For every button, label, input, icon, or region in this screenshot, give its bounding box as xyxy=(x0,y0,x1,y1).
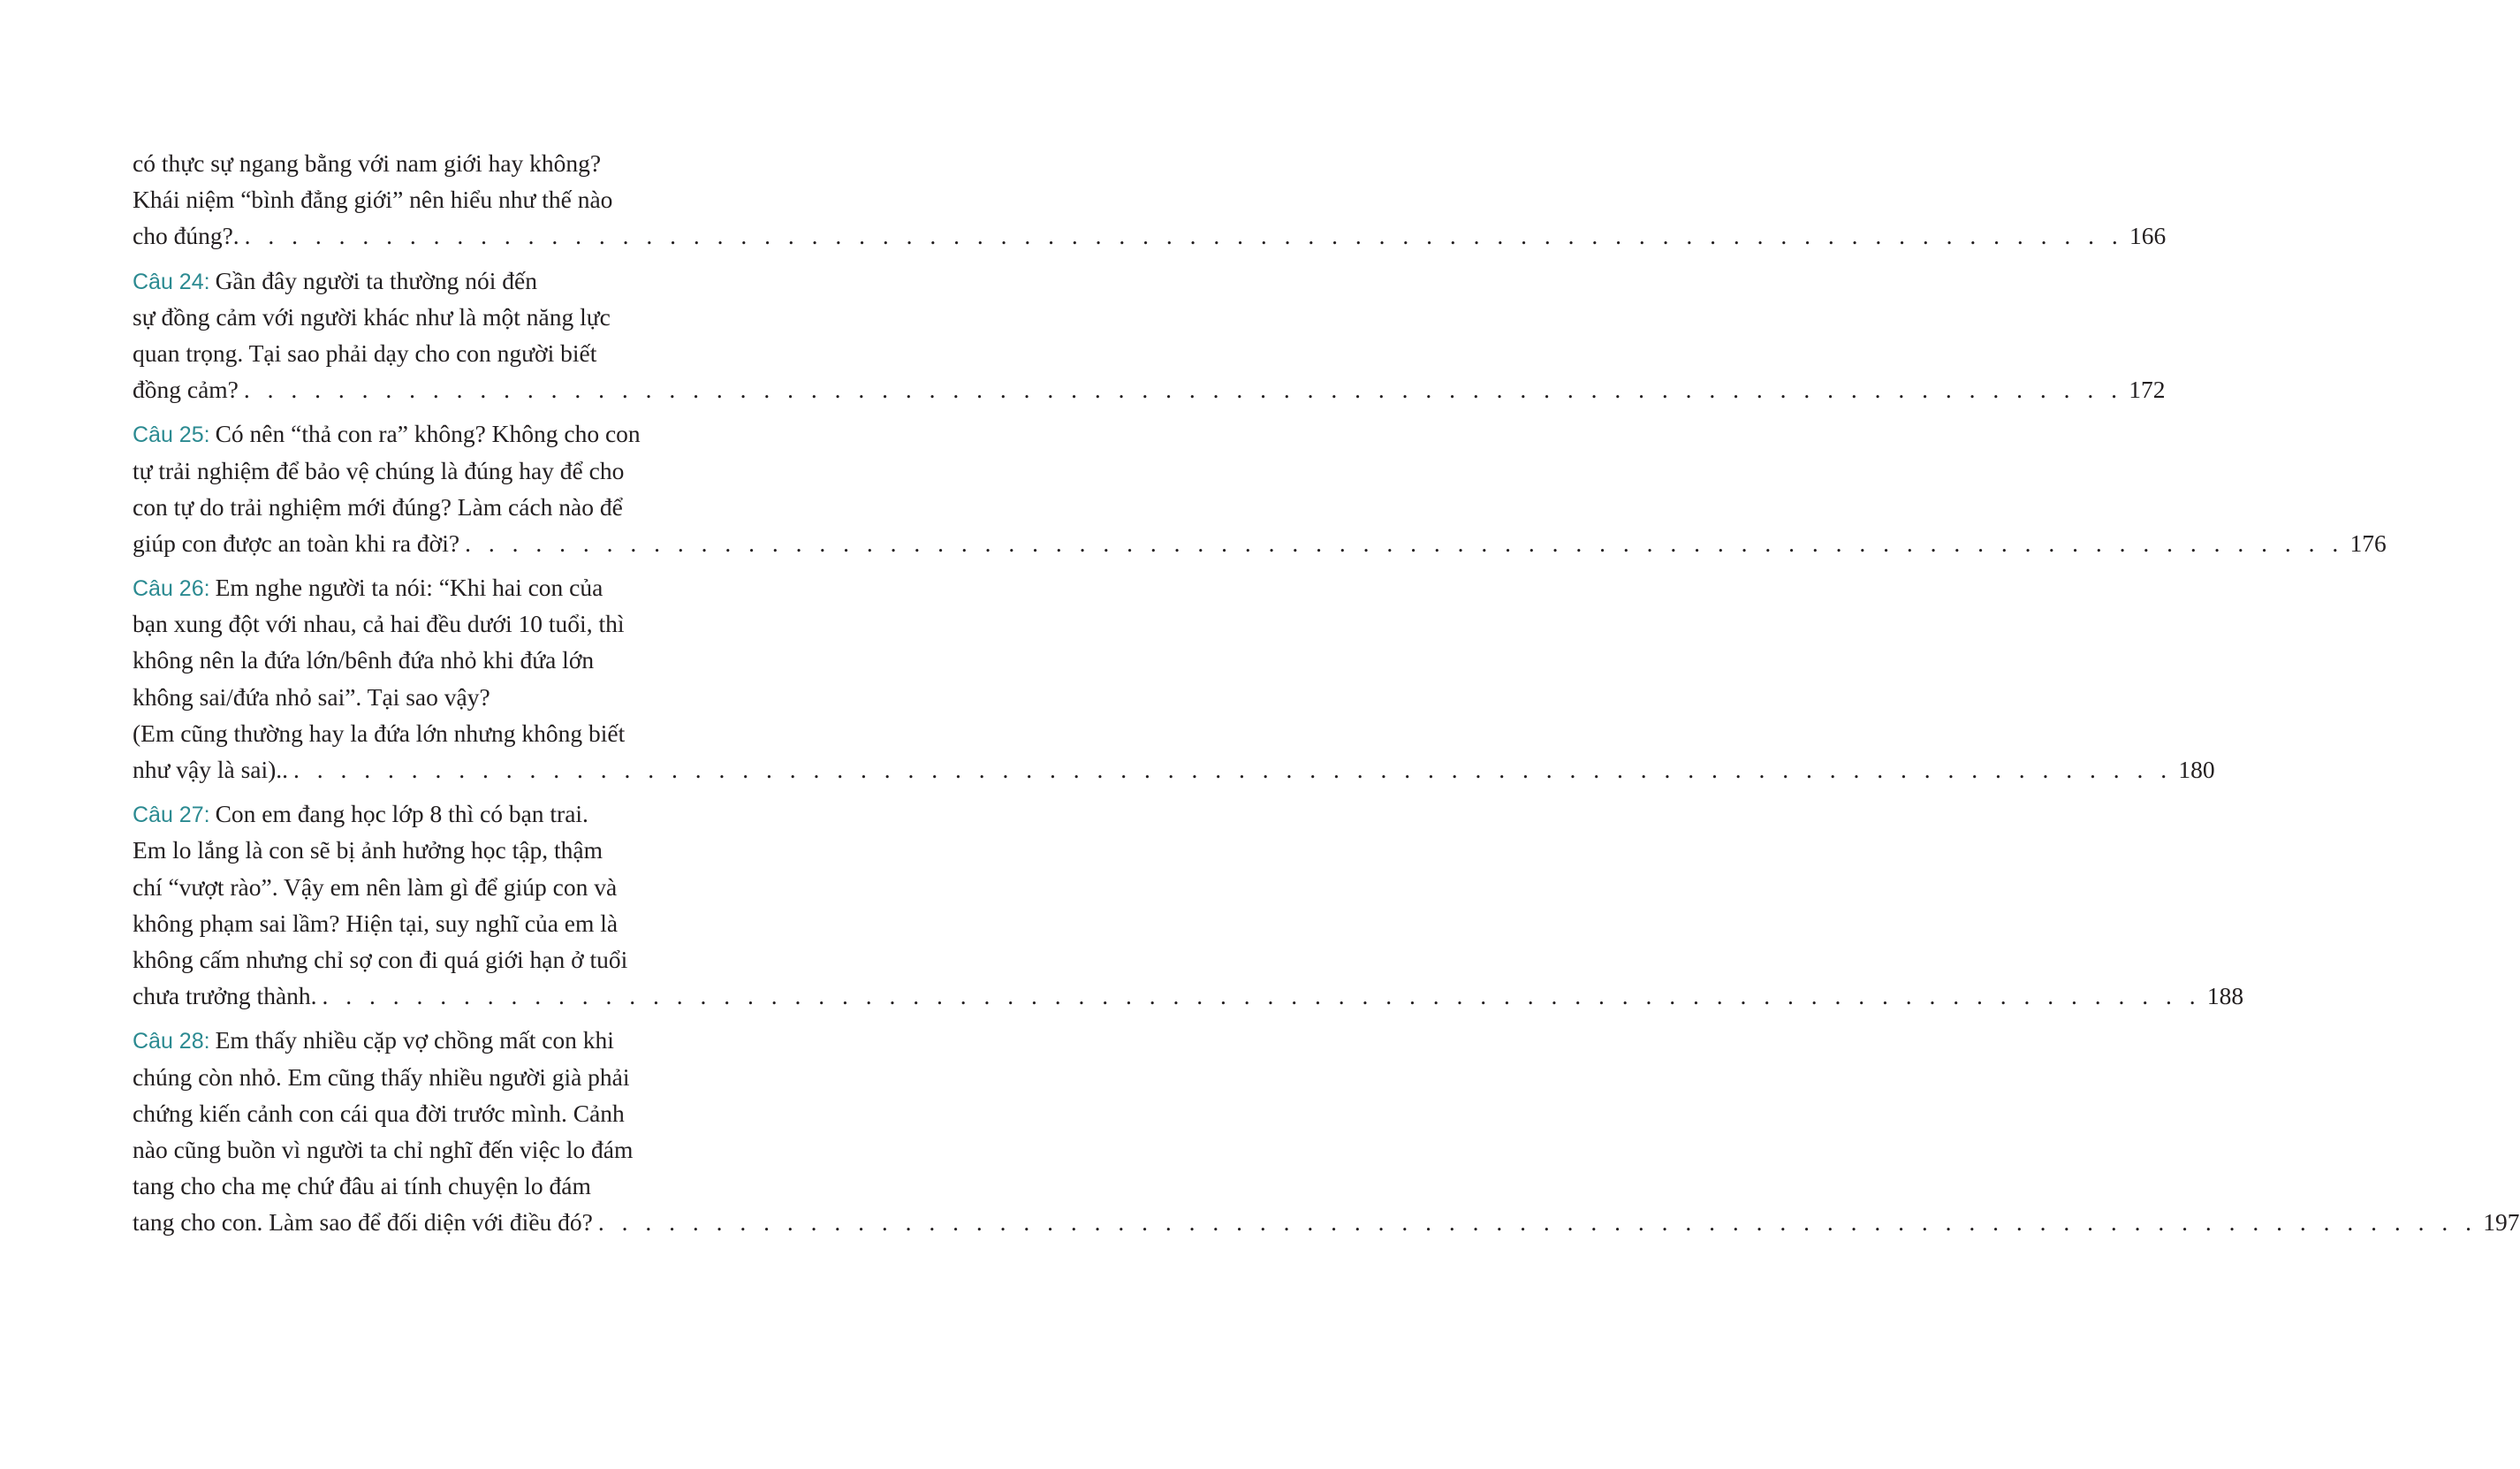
question-text: không phạm sai lầm? Hiện tại, suy nghĩ của em là xyxy=(133,909,619,937)
dot-leader: . . . . . . . . . . . . . . . . . . . . . . . . . . . . . . . . . . . . . . . . . . . . . . . . . . . . . . . . . . . . . . . . . . . . . . . . . . . . . . . . xyxy=(293,756,2173,783)
toc-entry-last-line xyxy=(133,751,2215,788)
toc-entry-line xyxy=(133,642,723,678)
page-number: 172 xyxy=(2129,376,2166,404)
toc-entry-line xyxy=(133,905,723,941)
question-text: con tự do trải nghiệm mới đúng? Làm cách nào để xyxy=(133,492,623,521)
toc-entry-line xyxy=(133,299,723,335)
question-text: Gần đây người ta thường nói đến xyxy=(215,266,537,294)
toc-entry xyxy=(133,415,2387,561)
question-text: chúng còn nhỏ. Em cũng thấy nhiều người già phải xyxy=(133,1062,630,1091)
toc-entry-text xyxy=(133,217,239,254)
toc-entry-text xyxy=(133,149,601,177)
toc-entry-text xyxy=(133,719,625,747)
toc-entry-text xyxy=(133,420,641,447)
question-text: không nên la đứa lớn/bênh đứa nhỏ khi đứa lớn xyxy=(133,646,595,674)
toc-entry-text xyxy=(133,457,624,484)
toc-entry-text xyxy=(133,1172,591,1199)
question-text: như vậy là sai).. xyxy=(133,756,289,783)
question-text: tự trải nghiệm để bảo vệ chúng là đúng hay để cho xyxy=(133,456,625,484)
toc-entry-line xyxy=(133,869,723,905)
toc-entry-text xyxy=(133,646,594,674)
question-label: Câu 28: xyxy=(133,1029,210,1054)
toc-entry-text xyxy=(133,1136,633,1163)
question-text: tang cho con. Làm sao để đối diện với điều đó? xyxy=(133,1208,593,1237)
toc-entry-last-line xyxy=(133,1204,2520,1240)
question-text: đồng cảm? xyxy=(133,376,239,404)
toc-entry-last-line xyxy=(133,525,2387,561)
question-label: Câu 25: xyxy=(133,422,210,448)
toc-entry-text xyxy=(133,1100,625,1127)
toc-entry-line xyxy=(133,335,723,371)
toc-entry-last-line xyxy=(133,978,2244,1014)
question-text: (Em cũng thường hay la đứa lớn nhưng không biết xyxy=(133,719,626,747)
toc-entry-last-line xyxy=(133,217,2167,254)
toc-entry-text xyxy=(133,186,612,213)
toc-entry-line xyxy=(133,795,723,832)
question-text: Khái niệm “bình đẳng giới” nên hiểu như thế nào xyxy=(133,186,613,214)
toc-entry-line xyxy=(133,145,723,181)
question-text: sự đồng cảm với người khác như là một năng lực xyxy=(133,302,611,331)
question-label: Câu 26: xyxy=(133,576,210,602)
toc-entry-text xyxy=(133,683,490,711)
question-text: có thực sự ngang bằng với nam giới hay không? xyxy=(133,149,602,177)
toc-entry-line xyxy=(133,715,723,751)
question-text: tang cho cha mẹ chứ đâu ai tính chuyện lo đám xyxy=(133,1172,591,1200)
toc-entry-text xyxy=(133,339,596,367)
toc-entry-line xyxy=(133,832,723,868)
page-number: 188 xyxy=(2206,982,2244,1010)
toc-entry-text xyxy=(133,610,624,637)
dot-leader: . . . . . . . . . . . . . . . . . . . . . . . . . . . . . . . . . . . . . . . . . . . . . . . . . . . . . . . . . . . . . . . . . . . . . . . . . . . . . . . . xyxy=(244,222,2124,250)
page-number: 176 xyxy=(2349,529,2387,557)
toc-entry-line xyxy=(133,605,723,642)
table-of-contents xyxy=(133,145,2520,1248)
question-text: chưa trưởng thành. xyxy=(133,982,317,1010)
toc-entry-line xyxy=(133,181,723,217)
question-text: giúp con được an toàn khi ra đời? xyxy=(133,529,460,557)
page-number: 166 xyxy=(2129,222,2167,250)
toc-entry-line xyxy=(133,679,723,715)
toc-entry-line xyxy=(133,569,723,605)
toc-entry-line xyxy=(133,453,723,489)
toc-entry-last-line xyxy=(133,371,2166,407)
question-text: Có nên “thả con ra” không? Không cho con xyxy=(215,420,641,448)
toc-entry xyxy=(133,145,2167,255)
toc-entry-text xyxy=(133,493,623,521)
toc-entry-line xyxy=(133,1168,723,1204)
question-text: bạn xung đột với nhau, cả hai đều dưới 10 tuổi, thì xyxy=(133,610,625,638)
toc-entry-line xyxy=(133,1059,723,1095)
question-text: chí “vượt rào”. Vậy em nên làm gì để giúp con và xyxy=(133,872,618,901)
toc-entry-text xyxy=(133,1204,593,1240)
toc-entry-text xyxy=(133,946,627,973)
toc-entry-line xyxy=(133,1022,723,1058)
question-text: cho đúng?. xyxy=(133,222,239,250)
toc-entry-text xyxy=(133,873,617,901)
toc-entry-text xyxy=(133,1026,614,1054)
toc-entry-text xyxy=(133,303,611,331)
dot-leader: . . . . . . . . . . . . . . . . . . . . . . . . . . . . . . . . . . . . . . . . . . . . . . . . . . . . . . . . . . . . . . . . . . . . . . . . . . . . . . . . xyxy=(465,529,2344,557)
question-text: Em lo lắng là con sẽ bị ảnh hưởng học tập, thậm xyxy=(133,836,603,864)
toc-entry xyxy=(133,795,2244,1014)
question-label: Câu 27: xyxy=(133,803,210,828)
toc-entry xyxy=(133,569,2215,788)
toc-entry-text xyxy=(133,574,603,601)
question-text: Em nghe người ta nói: “Khi hai con của xyxy=(215,574,603,602)
toc-entry-text xyxy=(133,751,288,788)
toc-entry-text xyxy=(133,267,537,294)
question-text: chứng kiến cảnh con cái qua đời trước mình. Cảnh xyxy=(133,1099,625,1127)
toc-entry-line xyxy=(133,263,723,299)
toc-entry-line xyxy=(133,1131,723,1168)
toc-entry-text xyxy=(133,978,317,1014)
question-label: Câu 24: xyxy=(133,269,210,294)
toc-entry-text xyxy=(133,525,459,561)
toc-entry-line xyxy=(133,941,723,978)
page-number: 180 xyxy=(2178,756,2215,783)
toc-entry-text xyxy=(133,1063,630,1091)
question-text: quan trọng. Tại sao phải dạy cho con người biết xyxy=(133,339,597,367)
toc-entry-text xyxy=(133,910,618,937)
toc-entry-text xyxy=(133,371,239,407)
question-text: Con em đang học lớp 8 thì có bạn trai. xyxy=(215,800,588,828)
question-text: không cấm nhưng chỉ sợ con đi quá giới hạn ở tuổi xyxy=(133,945,628,973)
page-number: 197 xyxy=(2483,1208,2520,1237)
dot-leader: . . . . . . . . . . . . . . . . . . . . . . . . . . . . . . . . . . . . . . . . . . . . . . . . . . . . . . . . . . . . . . . . . . . . . . . . . . . . . . . . xyxy=(597,1208,2478,1237)
dot-leader: . . . . . . . . . . . . . . . . . . . . . . . . . . . . . . . . . . . . . . . . . . . . . . . . . . . . . . . . . . . . . . . . . . . . . . . . . . . . . . . . xyxy=(243,376,2123,404)
toc-entry xyxy=(133,1022,2520,1240)
toc-entry-text xyxy=(133,800,588,827)
question-text: Em thấy nhiều cặp vợ chồng mất con khi xyxy=(215,1026,614,1054)
toc-entry-line xyxy=(133,415,723,452)
dot-leader: . . . . . . . . . . . . . . . . . . . . . . . . . . . . . . . . . . . . . . . . . . . . . . . . . . . . . . . . . . . . . . . . . . . . . . . . . . . . . . . . xyxy=(322,982,2202,1010)
toc-entry-line xyxy=(133,1095,723,1131)
toc-entry-text xyxy=(133,836,603,864)
question-text: không sai/đứa nhỏ sai”. Tại sao vậy? xyxy=(133,682,490,711)
question-text: nào cũng buồn vì người ta chỉ nghĩ đến việc lo đám xyxy=(133,1135,634,1163)
toc-entry-line xyxy=(133,489,723,525)
toc-entry xyxy=(133,263,2166,408)
